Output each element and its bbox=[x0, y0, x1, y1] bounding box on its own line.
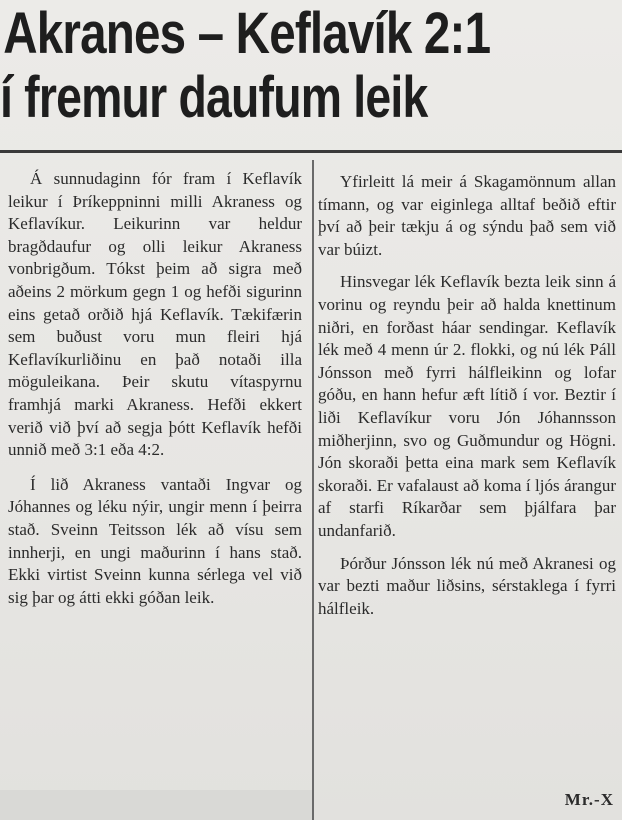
author-signature: Mr.-X bbox=[564, 790, 614, 809]
column-divider bbox=[312, 160, 314, 820]
paragraph: Hinsvegar lék Keflavík bezta leik sinn á vorinu og reyndu þeir að halda knettinum niðri, en forðast háar sendingar. Keflavík lék með 4 menn úr 2. flokki, og nú lék Páll Jónsson með fyrri hálfleikinn og lofar góðu, en hann hefur æft lítið í vor. Beztir í liði Keflavíkur voru Jón Jóhannsson miðherjinn, svo og Guðmundur og Högni. Jón skoraði þetta eina mark sem Keflavík skoraði. Er vafalaust að koma í ljós árangur af starfi Ríkarðar sem þjálfara þar undanfarið. bbox=[318, 272, 616, 540]
headline bbox=[0, 2, 622, 130]
paragraph: Þórður Jónsson lék nú með Akranesi og var bezti maður liðsins, sérstaklega í fyrri hálfleik. bbox=[318, 553, 616, 618]
article-column-right bbox=[318, 171, 616, 620]
headline-line-1: Akranes – Keflavík 2:1 bbox=[3, 1, 491, 66]
headline-line-2: í fremur daufum leik bbox=[0, 65, 428, 130]
paragraph: Yfirleitt lá meir á Skagamönnum allan tímann, og var eiginlega alltaf beðið eftir því að þeir tækju á og sýndu það sem við var búizt. bbox=[318, 172, 616, 259]
paragraph: Í lið Akraness vantaði Ingvar og Jóhannes og léku nýir, ungir menn í þeirra stað. Sveinn Teitsson lék að vísu sem innherji, en ungi maðurinn í hans stað. Ekki virtist Sveinn kunna sérlega vel við sig þar og átti ekki góðan leik. bbox=[8, 474, 302, 607]
clipping-edge bbox=[0, 790, 312, 820]
article-column-left bbox=[8, 168, 302, 609]
paragraph: Á sunnudaginn fór fram í Keflavík leikur í Þríkeppninni milli Akraness og Keflavíkur. Leikurinn var heldur bragðdaufur og olli leikur Akraness vonbrigðum. Tókst þeim að sigra með aðeins 2 mörkum gegn 1 og hefði sigurinn eins getað orðið hjá Keflavík. Tækifærin sem buðust voru mun fleiri hjá Keflavíkurliðinu en það notaði illa möguleikana. Þeir skutu vítaspyrnu framhjá marki Akraness. Hefði ekkert verið við því að segja þótt Keflavík hefði unnið með 3:1 eða 4:2. bbox=[8, 169, 302, 460]
headline-rule bbox=[0, 150, 622, 153]
